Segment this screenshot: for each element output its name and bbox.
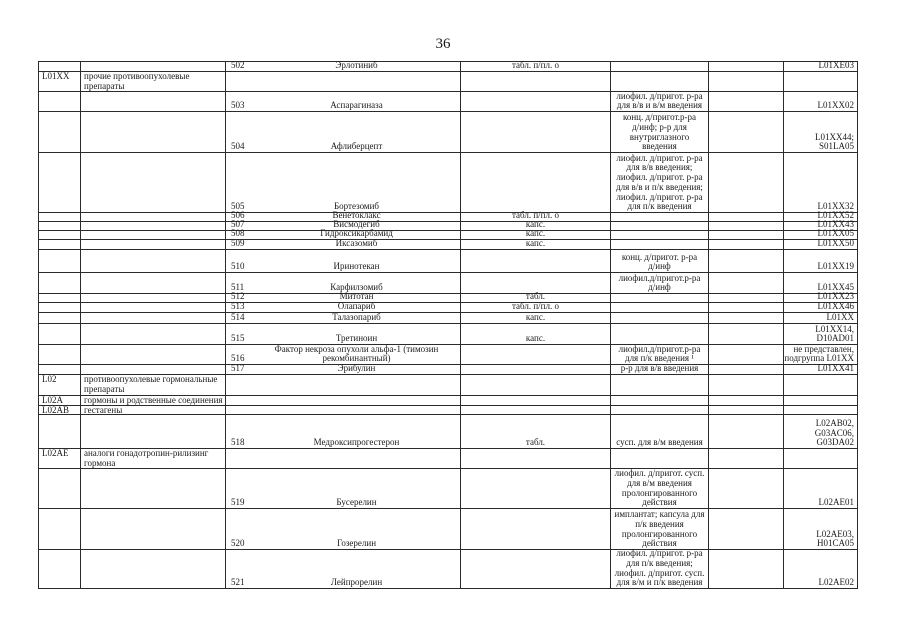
group-description-cell: [80, 91, 225, 111]
group-description-text: аналоги гонадотропин-рилизинг гормона: [84, 448, 209, 468]
atc-group-code-cell: [38, 152, 80, 212]
blank-cell: [708, 71, 783, 91]
blank-cell: [708, 374, 783, 395]
group-description-cell: [80, 293, 225, 302]
atc-code-cell: [783, 71, 858, 91]
group-description-cell: [80, 152, 225, 212]
drug-name-text: Гидроксикарбамид: [320, 228, 393, 239]
drug-name-cell: [225, 448, 460, 468]
atc-code-text: не представлен, подгруппа L01XX: [784, 343, 854, 364]
blank-cell: [708, 221, 783, 230]
atc-code-cell: [783, 302, 858, 312]
group-description-cell: [80, 395, 225, 405]
dosage-form-cell: [460, 364, 610, 374]
atc-group-code-cell: [38, 272, 80, 293]
drug-name-text: Висмодегиб: [333, 219, 380, 230]
dosage-form-cell: [460, 71, 610, 91]
group-description-cell: [80, 249, 225, 272]
item-number: 508: [231, 228, 245, 239]
dosage-form-text: капс.: [525, 228, 546, 239]
atc-code-cell: [783, 239, 858, 249]
group-row: [38, 405, 858, 414]
blank-cell: [708, 212, 783, 221]
dosage-form-cell: [460, 91, 610, 111]
dosage-form-detail-cell: [610, 448, 708, 468]
atc-code-cell: [783, 414, 858, 448]
dosage-form-detail-text: имплантат; капсула для п/к введения пролонгированного действия: [614, 509, 705, 549]
blank-cell: [708, 395, 783, 405]
drug-row: [38, 508, 858, 549]
blank-cell: [708, 249, 783, 272]
drug-name-text: Аспарагиназа: [330, 100, 383, 111]
dosage-form-detail-cell: [610, 395, 708, 405]
atc-code-cell: [783, 152, 858, 212]
atc-group-code-cell: [38, 374, 80, 395]
atc-code-cell: [783, 61, 858, 71]
atc-group-code-cell: [38, 111, 80, 152]
drug-name-cell: [225, 344, 460, 364]
dosage-form-detail-cell: [610, 374, 708, 395]
atc-group-code-cell: [38, 405, 80, 414]
dosage-form-detail-text: лиофил.д/пригот.р-ра для п/к введения ¹: [618, 343, 701, 364]
atc-code-cell: [783, 395, 858, 405]
dosage-form-text: капс.: [525, 312, 546, 323]
group-description-cell: [80, 61, 225, 71]
group-description-cell: [80, 272, 225, 293]
item-number: 502: [231, 60, 245, 71]
drug-name-cell: [225, 71, 460, 91]
item-number: 513: [231, 301, 245, 312]
atc-group-code-cell: [38, 323, 80, 344]
atc-group-code-cell: [38, 61, 80, 71]
group-row: [38, 71, 858, 91]
blank-cell: [708, 293, 783, 302]
dosage-form-detail-text: лиофил. д/пригот. сусп. для в/м введения пролонгированного действия: [614, 468, 705, 508]
item-number: 511: [231, 282, 245, 293]
drug-row: [38, 249, 858, 272]
dosage-form-cell: [460, 468, 610, 508]
group-description-text: прочие противоопухолевые препараты: [84, 71, 190, 91]
dosage-form-detail-cell: [610, 61, 708, 71]
atc-code-cell: [783, 344, 858, 364]
dosage-form-cell: [460, 111, 610, 152]
atc-group-code-cell: [38, 468, 80, 508]
dosage-form-cell: [460, 312, 610, 323]
item-number: 509: [231, 238, 245, 249]
atc-code-cell: [783, 468, 858, 508]
atc-code-text: L01XE03: [818, 60, 854, 71]
group-description-text: гормоны и родственные соединения: [84, 395, 223, 405]
drug-row: [38, 111, 858, 152]
dosage-form-detail-text: лиофил. д/пригот. р-ра для в/в введения; лиофил. д/пригот. р-ра для в/в и п/к введения; лиофил. д/пригот. р-ра для п/к введения: [616, 152, 703, 212]
blank-cell: [708, 302, 783, 312]
dosage-form-cell: [460, 395, 610, 405]
atc-code-text: L01XX32: [817, 201, 854, 212]
atc-code-text: L01XX44; S01LA05: [815, 131, 854, 152]
atc-group-code-text: L02AE: [42, 448, 69, 458]
blank-cell: [708, 448, 783, 468]
atc-code-cell: [783, 364, 858, 374]
dosage-form-detail-text: р-р для в/в введения: [620, 363, 699, 374]
atc-code-cell: [783, 405, 858, 414]
atc-group-code-cell: [38, 239, 80, 249]
atc-group-code-cell: [38, 549, 80, 589]
dosage-form-detail-cell: [610, 312, 708, 323]
drug-name-text: Гозерелин: [336, 538, 377, 549]
dosage-form-text: табл. п/пл. о: [511, 210, 559, 221]
dosage-form-detail-text: лиофил.д/пригот.р-ра д/инф: [618, 272, 701, 293]
blank-cell: [708, 508, 783, 549]
drug-name-cell: [225, 272, 460, 293]
item-number: 521: [231, 577, 245, 588]
group-description-cell: [80, 405, 225, 414]
drug-name-text: Бусерелин: [336, 497, 377, 508]
atc-group-code-cell: [38, 71, 80, 91]
drug-name-cell: [225, 312, 460, 323]
group-row: [38, 374, 858, 395]
dosage-form-detail-text: лиофил. д/пригот. р-ра для п/к введения; лиофил. д/пригот. сусп. для в/м и п/к введения: [614, 548, 705, 588]
group-description-cell: [80, 549, 225, 589]
atc-code-cell: [783, 508, 858, 549]
atc-group-code-cell: [38, 364, 80, 374]
atc-group-code-cell: [38, 221, 80, 230]
group-description-cell: [80, 414, 225, 448]
drug-name-cell: [225, 414, 460, 448]
drug-name-cell: [225, 549, 460, 589]
dosage-form-text: капс.: [525, 333, 546, 344]
atc-group-code-text: L02AB: [42, 405, 69, 415]
atc-code-text: L02AE01: [818, 497, 854, 508]
atc-code-text: L02AE02: [818, 577, 854, 588]
group-description-cell: [80, 468, 225, 508]
atc-code-text: L02AB02, G03AC06, G03DA02: [814, 417, 854, 448]
atc-group-code-cell: [38, 448, 80, 468]
drug-name-text: Афлиберцепт: [330, 141, 383, 152]
drug-row: [38, 91, 858, 111]
drug-name-text: Эрибулин: [337, 363, 376, 374]
atc-group-code-cell: [38, 212, 80, 221]
dosage-form-detail-cell: [610, 71, 708, 91]
dosage-form-cell: [460, 414, 610, 448]
blank-cell: [708, 91, 783, 111]
group-description-cell: [80, 312, 225, 323]
drug-row: [38, 323, 858, 344]
drug-name-cell: [225, 152, 460, 212]
group-description-cell: [80, 212, 225, 221]
drug-name-cell: [225, 508, 460, 549]
drug-name-text: Фактор некроза опухоли альфа-1 (тимозин рекомбинантный): [274, 343, 439, 364]
drug-name-text: Карфилзомиб: [330, 282, 383, 293]
dosage-form-text: табл. п/пл. о: [511, 301, 559, 312]
item-number: 520: [231, 538, 245, 549]
blank-cell: [708, 272, 783, 293]
atc-group-code-cell: [38, 414, 80, 448]
item-number: 505: [231, 201, 245, 212]
group-description-cell: [80, 508, 225, 549]
dosage-form-detail-cell: [610, 91, 708, 111]
dosage-form-cell: [460, 302, 610, 312]
drug-name-cell: [225, 239, 460, 249]
atc-group-code-text: L02: [42, 374, 57, 384]
atc-code-text: L01XX41: [817, 363, 854, 374]
page-number: 36: [435, 36, 451, 52]
atc-code-cell: [783, 549, 858, 589]
drug-name-text: Олапариб: [337, 301, 376, 312]
drug-row: [38, 468, 858, 508]
atc-code-cell: [783, 249, 858, 272]
drug-name-cell: [225, 61, 460, 71]
atc-code-text: L01XX46: [817, 301, 854, 312]
drug-name-text: Бортезомиб: [333, 201, 379, 212]
dosage-form-cell: [460, 249, 610, 272]
group-description-cell: [80, 71, 225, 91]
blank-cell: [708, 312, 783, 323]
atc-code-text: L01XX19: [817, 261, 854, 272]
drug-name-cell: [225, 364, 460, 374]
atc-code-text: L01XX05: [817, 228, 854, 239]
dosage-form-cell: [460, 448, 610, 468]
blank-cell: [708, 344, 783, 364]
item-number: 512: [231, 291, 245, 302]
group-description-cell: [80, 323, 225, 344]
atc-group-code-cell: [38, 508, 80, 549]
drug-row: [38, 293, 858, 302]
dosage-form-detail-text: конц. д/пригот. р-ра д/инф: [621, 251, 698, 272]
group-description-text: противоопухолевые гормональные препараты: [84, 374, 218, 394]
atc-code-cell: [783, 323, 858, 344]
item-number: 504: [231, 141, 245, 152]
item-number: 518: [231, 437, 245, 448]
drug-name-cell: [225, 374, 460, 395]
drug-row: [38, 364, 858, 374]
dosage-form-detail-cell: [610, 212, 708, 221]
group-description-cell: [80, 230, 225, 239]
atc-code-cell: [783, 111, 858, 152]
group-description-cell: [80, 344, 225, 364]
blank-cell: [708, 230, 783, 239]
atc-group-code-cell: [38, 395, 80, 405]
item-number: 515: [231, 333, 245, 344]
dosage-form-detail-cell: [610, 230, 708, 239]
item-number: 516: [231, 353, 245, 364]
atc-group-code-cell: [38, 91, 80, 111]
drug-name-cell: [225, 91, 460, 111]
dosage-form-detail-cell: [610, 272, 708, 293]
atc-code-cell: [783, 272, 858, 293]
dosage-form-detail-cell: [610, 302, 708, 312]
dosage-form-cell: [460, 405, 610, 414]
blank-cell: [708, 61, 783, 71]
group-description-cell: [80, 448, 225, 468]
blank-cell: [708, 405, 783, 414]
dosage-form-detail-cell: [610, 239, 708, 249]
dosage-form-cell: [460, 508, 610, 549]
group-row: [38, 395, 858, 405]
drug-name-cell: [225, 405, 460, 414]
dosage-form-detail-cell: [610, 468, 708, 508]
drug-name-text: Митотан: [339, 291, 374, 302]
dosage-form-cell: [460, 374, 610, 395]
blank-cell: [708, 152, 783, 212]
dosage-form-detail-cell: [610, 221, 708, 230]
group-description-cell: [80, 239, 225, 249]
dosage-form-cell: [460, 344, 610, 364]
dosage-form-cell: [460, 549, 610, 589]
dosage-form-detail-cell: [610, 323, 708, 344]
drug-name-text: Иринотекан: [333, 261, 380, 272]
drug-name-text: Лейпрорелин: [330, 577, 383, 588]
dosage-form-detail-cell: [610, 508, 708, 549]
group-description-cell: [80, 374, 225, 395]
drug-row: [38, 414, 858, 448]
atc-code-text: L01XX23: [817, 291, 854, 302]
drug-row: [38, 239, 858, 249]
dosage-form-detail-cell: [610, 293, 708, 302]
dosage-form-text: табл. п/пл. о: [511, 60, 559, 71]
blank-cell: [708, 468, 783, 508]
atc-code-cell: [783, 312, 858, 323]
atc-group-code-cell: [38, 302, 80, 312]
dosage-form-text: табл.: [525, 437, 546, 448]
atc-code-cell: [783, 91, 858, 111]
dosage-form-detail-cell: [610, 405, 708, 414]
atc-code-text: L01XX52: [817, 210, 854, 221]
drug-name-cell: [225, 323, 460, 344]
dosage-form-detail-text: лиофил. д/пригот. р-ра для в/в и в/м введения: [616, 90, 703, 111]
dosage-form-detail-text: сусп. для в/м введения: [616, 437, 703, 448]
group-description-cell: [80, 111, 225, 152]
dosage-form-cell: [460, 272, 610, 293]
dosage-form-cell: [460, 61, 610, 71]
atc-group-code-cell: [38, 293, 80, 302]
drug-row: [38, 272, 858, 293]
drug-name-cell: [225, 111, 460, 152]
dosage-form-cell: [460, 239, 610, 249]
group-description-cell: [80, 364, 225, 374]
blank-cell: [708, 364, 783, 374]
item-number: 506: [231, 210, 245, 221]
atc-group-code-cell: [38, 312, 80, 323]
item-number: 517: [231, 363, 245, 374]
drug-row: [38, 302, 858, 312]
dosage-form-text: капс.: [525, 219, 546, 230]
blank-cell: [708, 549, 783, 589]
drug-row: [38, 312, 858, 323]
atc-code-text: L01XX45: [817, 282, 854, 293]
dosage-form-detail-cell: [610, 249, 708, 272]
dosage-form-cell: [460, 152, 610, 212]
drug-row: [38, 549, 858, 589]
blank-cell: [708, 414, 783, 448]
dosage-form-text: капс.: [525, 238, 546, 249]
dosage-form-detail-cell: [610, 364, 708, 374]
drug-name-text: Третиноин: [335, 333, 378, 344]
drug-name-cell: [225, 249, 460, 272]
atc-code-text: L01XX: [826, 312, 854, 323]
group-description-cell: [80, 302, 225, 312]
item-number: 514: [231, 312, 245, 323]
atc-group-code-cell: [38, 344, 80, 364]
atc-group-code-cell: [38, 249, 80, 272]
drug-name-cell: [225, 302, 460, 312]
atc-code-text: L02AE03, H01CA05: [816, 528, 854, 549]
dosage-form-detail-cell: [610, 344, 708, 364]
dosage-form-cell: [460, 323, 610, 344]
atc-group-code-text: L02A: [42, 395, 63, 405]
item-number: 507: [231, 219, 245, 230]
drug-row: [38, 152, 858, 212]
blank-cell: [708, 239, 783, 249]
item-number: 503: [231, 100, 245, 111]
drug-name-text: Медроксипрогестерон: [313, 437, 400, 448]
drug-name-text: Венетоклакс: [332, 210, 381, 221]
atc-code-text: L01XX50: [817, 238, 854, 249]
atc-code-text: L01XX02: [817, 100, 854, 111]
blank-cell: [708, 323, 783, 344]
dosage-form-detail-cell: [610, 152, 708, 212]
atc-code-text: L01XX14, D10AD01: [815, 323, 854, 344]
drug-name-text: Иксазомиб: [335, 238, 378, 249]
group-row: [38, 448, 858, 468]
drug-name-text: Эрлотиниб: [335, 60, 378, 71]
atc-code-cell: [783, 448, 858, 468]
item-number: 510: [231, 261, 245, 272]
blank-cell: [708, 111, 783, 152]
drug-name-cell: [225, 468, 460, 508]
atc-code-text: L01XX43: [817, 219, 854, 230]
dosage-form-detail-text: конц. д/пригот.р-ра д/инф; р-р для внутриглазного введения: [622, 112, 697, 152]
atc-group-code-text: L01XX: [42, 71, 70, 81]
drug-row: [38, 61, 858, 71]
dosage-form-detail-cell: [610, 414, 708, 448]
group-description-text: гестагены: [84, 405, 123, 415]
drug-name-cell: [225, 395, 460, 405]
dosage-form-detail-cell: [610, 111, 708, 152]
drug-name-text: Талазопариб: [332, 312, 381, 323]
drug-row: [38, 344, 858, 364]
item-number: 519: [231, 497, 245, 508]
dosage-form-detail-cell: [610, 549, 708, 589]
atc-group-code-cell: [38, 230, 80, 239]
atc-code-cell: [783, 374, 858, 395]
dosage-form-text: табл.: [525, 291, 546, 302]
group-description-cell: [80, 221, 225, 230]
drug-row: [38, 230, 858, 239]
